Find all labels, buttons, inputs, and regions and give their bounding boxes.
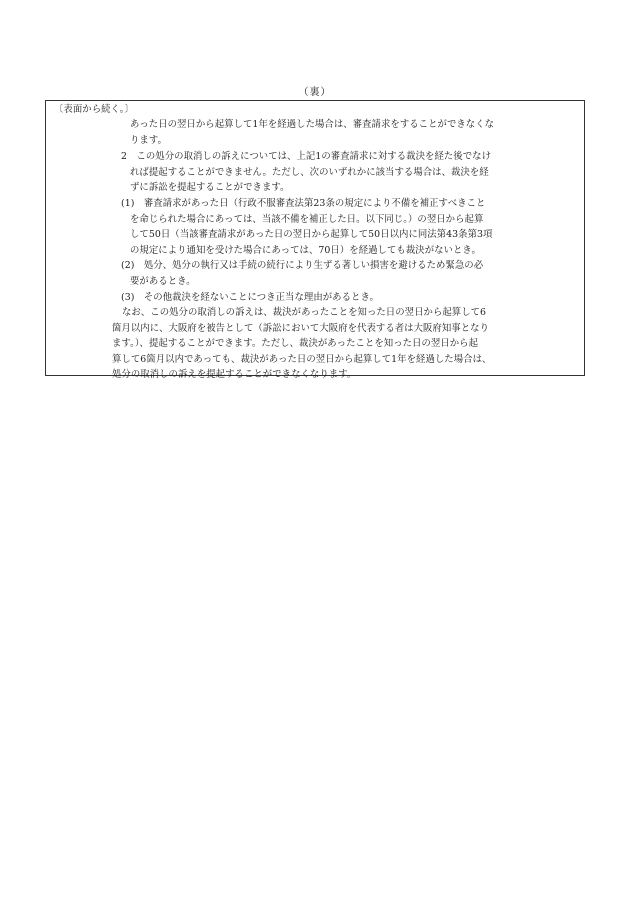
text-line: 箇月以内に、大阪府を被告として（訴訟において大阪府を代表する者は大阪府知事となり [112, 323, 490, 334]
page-side-label: （裏） [298, 87, 332, 98]
note-line: なお、この処分の取消しの訴えは、裁決があったことを知った日の翌日から起算して6 [122, 307, 487, 318]
text-line: ます。）、提起することができます。ただし、裁決があったことを知った日の翌日から起 [112, 338, 479, 349]
text-line: ずに訴訟を提起することができます。 [130, 182, 290, 193]
subitem-3-line: (3) その他裁決を経ないことにつき正当な理由があるとき。 [121, 292, 379, 303]
continued-label: 〔表面から続く。〕 [54, 104, 134, 115]
text-line: を命じられた場合にあっては、当該不備を補正した日。以下同じ。）の翌日から起算 [130, 214, 484, 225]
subitem-2-line: (2) 処分、処分の執行又は手続の続行により生ずる著しい損害を避けるため緊急の必 [121, 260, 484, 271]
subitem-1-line: (1) 審査請求があった日（行政不服審査法第23条の規定により不備を補正すべきこと [121, 198, 486, 209]
text-line: ります。 [130, 135, 167, 146]
appeal-notice-box [45, 100, 585, 380]
text-line: 処分の取消しの訴えを提起することができなくなります。 [112, 369, 357, 380]
item-2-line: 2 この処分の取消しの訴えについては、上記1の審査請求に対する裁決を経た後でなけ [121, 151, 491, 162]
text-line: 要があるとき。 [130, 276, 196, 287]
text-line: の規定により通知を受けた場合にあっては、70日）を経過しても裁決がないとき。 [130, 245, 481, 256]
text-line: れば提起することができません。ただし、次のいずれかに該当する場合は、裁決を経 [130, 167, 489, 178]
text-line: あった日の翌日から起算して1年を経過した場合は、審査請求をすることができなくな [130, 119, 495, 130]
text-line: して50日（当該審査請求があった日の翌日から起算して50日以内に同法第43条第3項 [130, 229, 493, 240]
text-line: 算して6箇月以内であっても、裁決があった日の翌日から起算して1年を経過した場合は、 [112, 354, 492, 365]
